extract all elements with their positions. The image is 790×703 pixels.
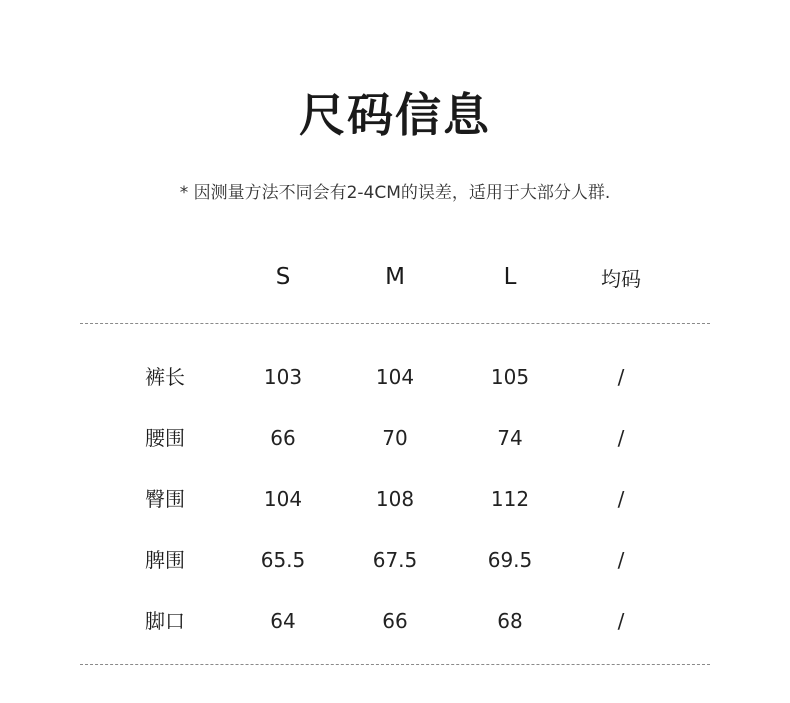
row-label: 裤长 <box>145 365 185 389</box>
row-label: 脚口 <box>145 609 185 633</box>
table-cell: 68 <box>497 609 523 633</box>
table-cell: 64 <box>270 609 296 633</box>
table-cell: 65.5 <box>260 548 306 572</box>
table-cell: 67.5 <box>372 548 418 572</box>
table-cell: 103 <box>263 365 303 389</box>
footer-divider <box>80 664 710 665</box>
row-label: 腰围 <box>145 426 185 450</box>
table-cell: 112 <box>490 487 530 511</box>
table-cell: 70 <box>382 426 408 450</box>
row-label: 臀围 <box>145 487 185 511</box>
table-cell: 74 <box>497 426 523 450</box>
table-cell: / <box>617 487 625 511</box>
table-header <box>0 266 790 296</box>
column-header-m: M <box>385 264 405 290</box>
table-cell: 108 <box>375 487 415 511</box>
page-title: 尺码信息 <box>299 88 491 142</box>
table-row <box>0 550 790 580</box>
table-cell: / <box>617 548 625 572</box>
table-cell: 69.5 <box>487 548 533 572</box>
table-cell: 66 <box>382 609 408 633</box>
table-row <box>0 367 790 397</box>
table-cell: 104 <box>263 487 303 511</box>
row-label: 脾围 <box>145 548 185 572</box>
table-cell: / <box>617 609 625 633</box>
measurement-note: * 因测量方法不同会有2-4CM的误差，适用于大部分人群. <box>179 183 611 203</box>
column-header-l: L <box>503 264 517 290</box>
table-cell: 105 <box>490 365 530 389</box>
table-row <box>0 428 790 458</box>
column-header-one-size: 均码 <box>601 267 641 291</box>
table-row <box>0 489 790 519</box>
header-divider <box>80 323 710 324</box>
table-row <box>0 611 790 641</box>
table-cell: 104 <box>375 365 415 389</box>
table-cell: / <box>617 426 625 450</box>
column-header-s: S <box>275 264 291 290</box>
table-cell: 66 <box>270 426 296 450</box>
table-cell: / <box>617 365 625 389</box>
